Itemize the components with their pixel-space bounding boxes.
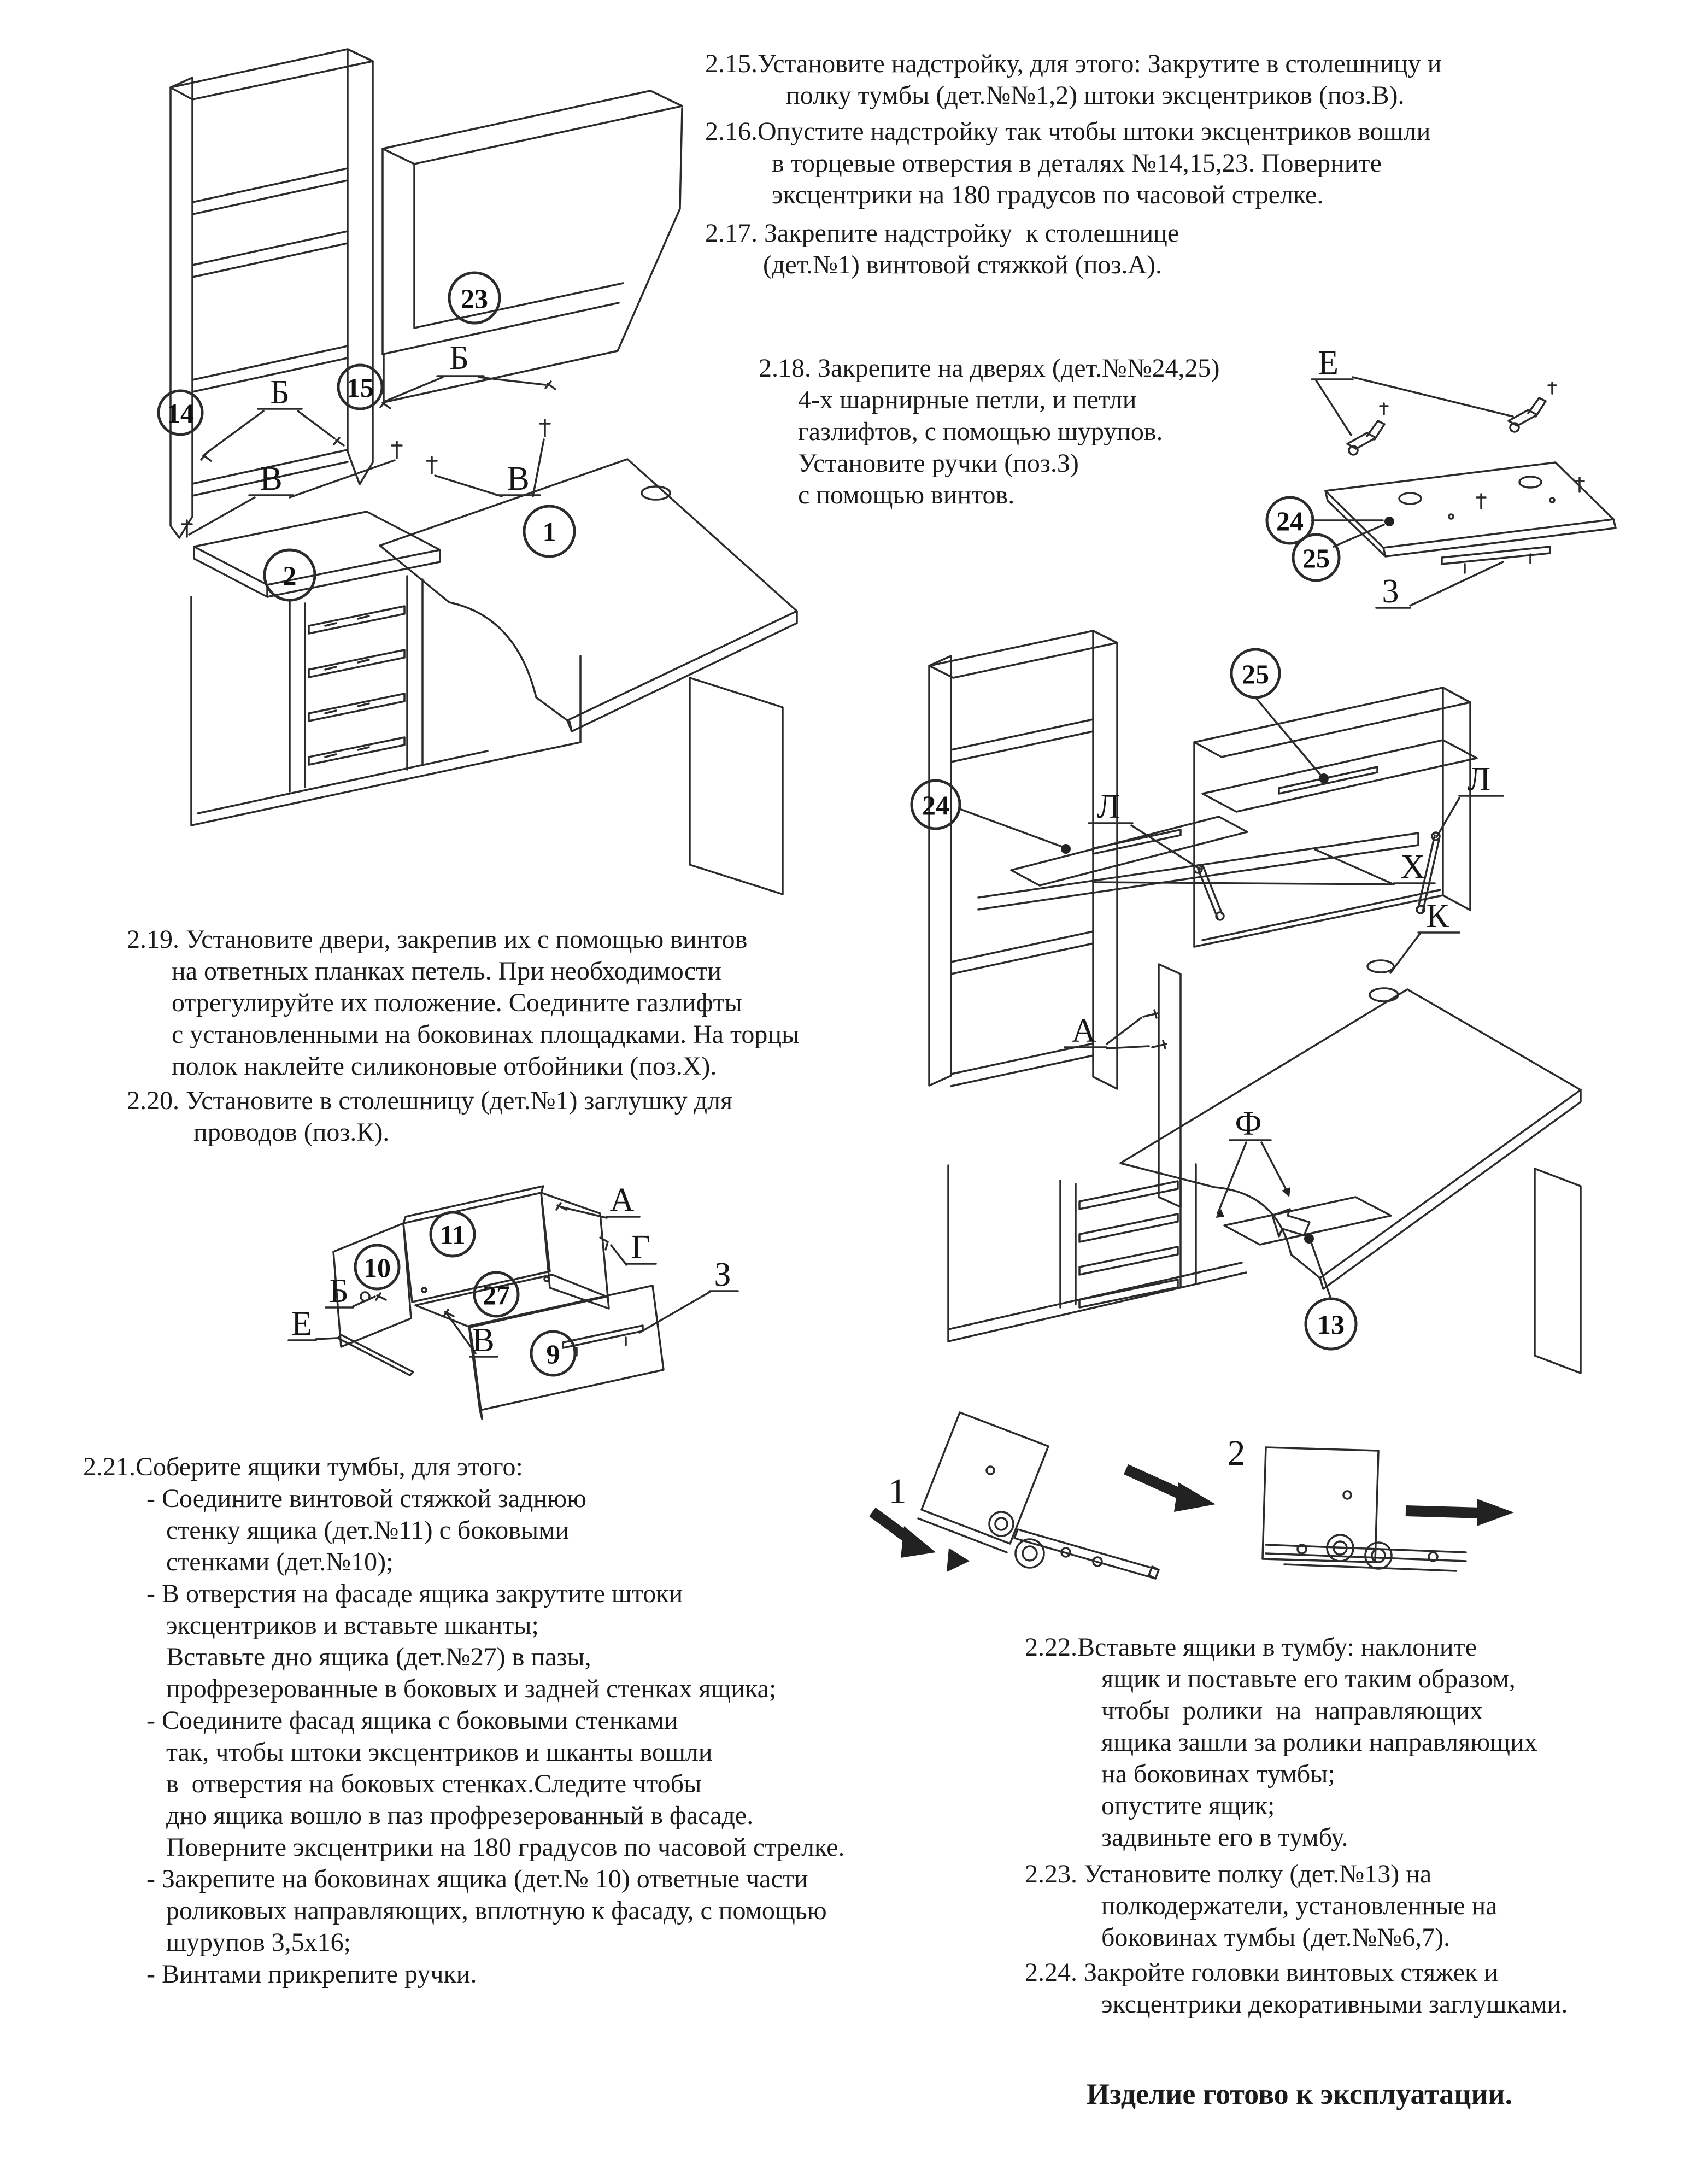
step-line: отрегулируйте их положение. Соедините газлифты (172, 988, 742, 1017)
step-line: ящик и поставьте его таким образом, (1101, 1664, 1516, 1693)
diagram-assembled-desk (896, 612, 1705, 1388)
step-line: на боковинах тумбы; (1101, 1760, 1335, 1788)
step-line: 4-х шарнирные петли, и петли (798, 385, 1137, 414)
pos-label-a: А (1071, 1012, 1096, 1049)
step-2-23 (1025, 1858, 1497, 1954)
pos-label-v-right: В (507, 460, 530, 497)
step-line: так, чтобы штоки эксцентриков и шканты вошли (166, 1738, 713, 1767)
part-label-10: 10 (363, 1252, 391, 1283)
part-badge-25 (1293, 535, 1339, 580)
part-label-24: 24 (922, 790, 949, 820)
part-label-24: 24 (1276, 506, 1304, 536)
step-line: эксцентрики декоративными заглушками. (1101, 1990, 1568, 2019)
step-line: эксцентриков и вставьте шканты; (166, 1611, 539, 1640)
step-line: с установленными на боковинах площадками. На торцы (172, 1020, 800, 1049)
pos-label-x: Х (1400, 848, 1425, 885)
step-line: задвиньте его в тумбу. (1101, 1823, 1348, 1852)
step-line: на ответных планках петель. При необходимости (172, 957, 721, 986)
step-2-22 (1025, 1632, 1537, 1854)
step-line: ящика зашли за ролики направляющих (1101, 1728, 1537, 1757)
slide-step-2-label: 2 (1227, 1433, 1246, 1473)
pos-label-v: В (472, 1322, 495, 1359)
step-line: проводов (поз.К). (193, 1118, 390, 1147)
step-2-19 (127, 924, 799, 1082)
part-label-25: 25 (1242, 659, 1269, 689)
part-badge-13 (1306, 1299, 1356, 1349)
part-badge-14 (159, 391, 202, 435)
pos-label-l-right: Л (1467, 761, 1491, 798)
step-line: Вставьте дно ящика (дет.№27) в пазы, (166, 1643, 591, 1672)
step-line: 2.17. Закрепите надстройку к столешнице (705, 219, 1179, 248)
step-line: 2.24. Закройте головки винтовых стяжек и (1025, 1958, 1498, 1987)
pos-label-e: Е (291, 1305, 312, 1342)
pos-label-b: Б (329, 1272, 349, 1310)
assembly-lines (929, 631, 1581, 1373)
step-line: в отверстия на боковых стенках.Следите чтобы (166, 1769, 702, 1798)
step-line: (дет.№1) винтовой стяжкой (поз.А). (763, 250, 1163, 279)
step-line: опустите ящик; (1101, 1791, 1275, 1820)
step-line: - Винтами прикрепите ручки. (146, 1960, 477, 1989)
part-label-15: 15 (347, 372, 374, 403)
step-line: 2.16.Опустите надстройку так чтобы штоки эксцентриков вошли (705, 117, 1431, 146)
diagram-slide-steps (853, 1388, 1574, 1618)
step-2-24 (1025, 1957, 1568, 2020)
part-label-14: 14 (167, 398, 194, 429)
part-label-27: 27 (483, 1280, 510, 1310)
step-line: с помощью винтов. (798, 480, 1015, 509)
pos-label-g: Г (631, 1229, 650, 1266)
part-badge-11 (431, 1212, 474, 1256)
step-line: газлифтов, с помощью шурупов. (798, 417, 1163, 446)
part-label-9: 9 (546, 1339, 560, 1369)
step-line: полок наклейте силиконовые отбойники (поз.Х). (172, 1052, 717, 1081)
step-line: - Соедините фасад ящика с боковыми стенками (146, 1706, 678, 1735)
step-2-21 (83, 1451, 844, 1990)
part-badge-10 (355, 1245, 399, 1289)
pos-label-b-top: Б (449, 339, 469, 377)
part-badge-15 (338, 365, 382, 409)
step-line: Поверните эксцентрики на 180 градусов по часовой стрелке. (166, 1833, 845, 1862)
step-line: Установите ручки (поз.З) (798, 449, 1079, 478)
step-line: 2.23. Установите полку (дет.№13) на (1025, 1860, 1432, 1889)
pos-label-v-left: В (260, 460, 283, 497)
part-label-23: 23 (461, 283, 488, 314)
pos-label-b-left: Б (270, 374, 290, 411)
pos-label-e: Е (1318, 344, 1339, 382)
diagram-hutch-desk-exploded (109, 22, 831, 918)
step-line: шурупов 3,5х16; (166, 1928, 351, 1957)
step-line: в торцевые отверстия в деталях №14,15,23. Поверните (772, 149, 1382, 178)
pos-label-f: Ф (1235, 1105, 1262, 1142)
step-line: - Закрепите на боковинах ящика (дет.№ 10) ответные части (146, 1864, 808, 1893)
step-line: 2.22.Вставьте ящики в тумбу: наклоните (1025, 1633, 1477, 1662)
slide-step-1-label: 1 (888, 1471, 907, 1511)
motion-arrows (872, 1469, 1514, 1572)
part-label-2: 2 (283, 560, 297, 591)
step-line: профрезерованные в боковых и задней стенках ящика; (166, 1674, 777, 1703)
step-line: 2.19. Установите двери, закрепив их с помощью винтов (127, 925, 748, 954)
step-line: - В отверстия на фасаде ящика закрутите штоки (146, 1579, 683, 1608)
step-line: полку тумбы (дет.№№1,2) штоки эксцентриков (поз.В). (786, 81, 1405, 110)
ready-note: Изделие готово к эксплуатации. (1087, 2078, 1513, 2110)
pos-label-a: А (609, 1182, 635, 1219)
step-line: - Соедините винтовой стяжкой заднюю (146, 1484, 586, 1513)
part-label-1: 1 (542, 517, 556, 547)
part-label-13: 13 (1317, 1309, 1345, 1340)
step-line: эксцентрики на 180 градусов по часовой стрелке. (772, 180, 1324, 209)
pos-label-z-handle: 3 (1382, 573, 1399, 610)
pos-label-k: К (1426, 898, 1449, 935)
step-line: роликовых направляющих, вплотную к фасаду, с помощью (166, 1896, 827, 1925)
step-line: дно ящика вошло в паз профрезерованный в фасаде. (166, 1801, 754, 1830)
step-line: 2.15.Установите надстройку, для этого: Закрутите в столешницу и (705, 49, 1442, 78)
diagram-drawer-exploded (257, 1159, 902, 1432)
step-line: боковинах тумбы (дет.№№6,7). (1101, 1923, 1451, 1952)
step-line: 2.20. Установите в столешницу (дет.№1) заглушку для (127, 1086, 733, 1115)
step-line: стенками (дет.№10); (166, 1547, 394, 1576)
step-line: 2.18. Закрепите на дверях (дет.№№24,25) (759, 354, 1220, 383)
pos-label-l-left: Л (1096, 788, 1120, 825)
part-badge-1 (524, 506, 574, 556)
step-2-20 (127, 1085, 732, 1148)
part-badge-9 (531, 1332, 575, 1375)
part-label-25: 25 (1302, 543, 1330, 573)
drawer-lines (289, 1186, 738, 1419)
door-lines (1312, 377, 1616, 608)
diagram-door-hinges (1246, 328, 1708, 645)
part-badge-24 (912, 781, 960, 829)
step-line: чтобы ролики на направляющих (1101, 1696, 1483, 1725)
pos-label-z: З (714, 1256, 731, 1293)
step-line: полкодержатели, установленные на (1101, 1891, 1498, 1920)
step-line: стенку ящика (дет.№11) с боковыми (166, 1516, 570, 1545)
step-line: 2.21.Соберите ящики тумбы, для этого: (83, 1452, 523, 1481)
part-label-11: 11 (439, 1219, 466, 1250)
part-badge-27 (474, 1272, 518, 1316)
part-badge-25 (1231, 649, 1279, 697)
